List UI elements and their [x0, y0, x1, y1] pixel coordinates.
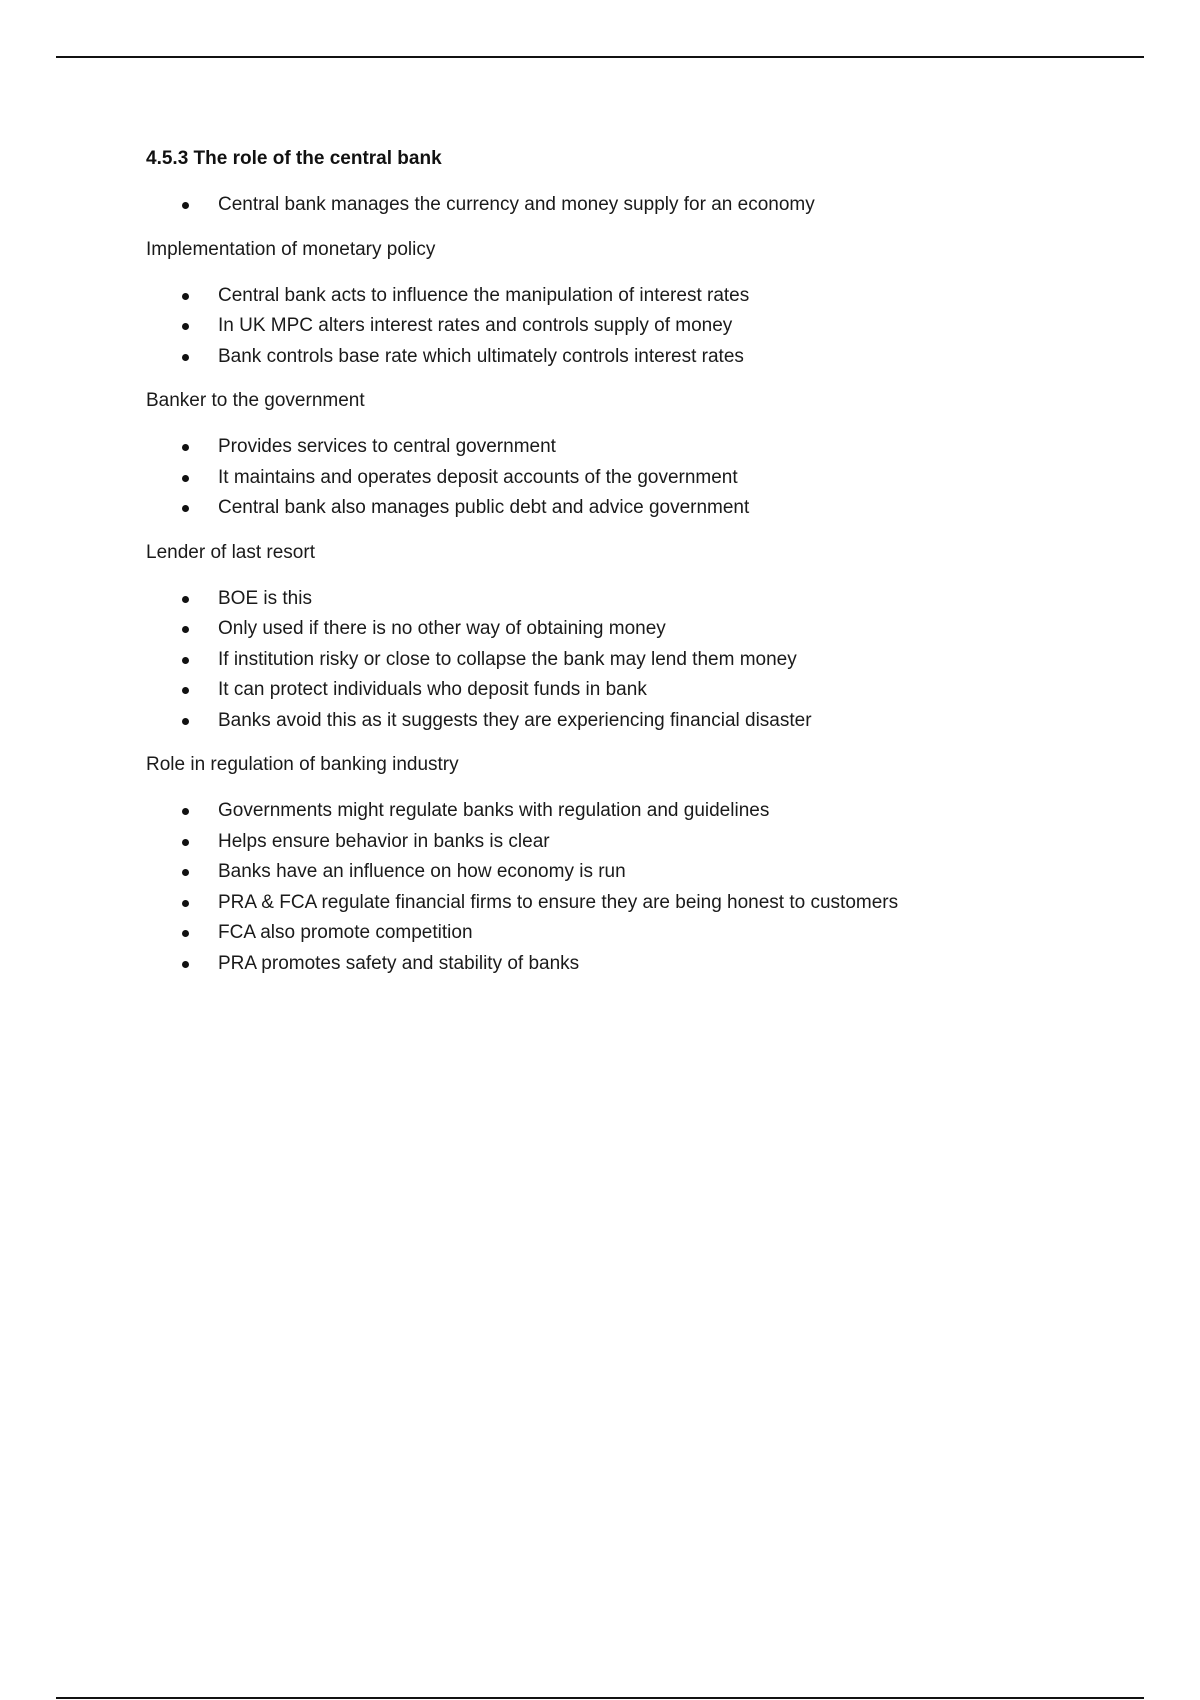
list-item-text: It can protect individuals who deposit funds in bank	[218, 679, 647, 700]
subsection-label-monetary-policy: Implementation of monetary policy	[146, 238, 436, 260]
bullet-dot-icon	[182, 961, 189, 968]
subsection-label-regulation: Role in regulation of banking industry	[146, 754, 459, 775]
section-heading: 4.5.3 The role of the central bank	[146, 148, 442, 169]
bullet-dot-icon	[182, 930, 189, 937]
bullet-dot-icon	[182, 718, 189, 725]
list-item-text: Provides services to central government	[218, 436, 556, 457]
list-item	[146, 796, 1106, 827]
bullet-dot-icon	[182, 323, 189, 330]
list-item	[146, 888, 1106, 919]
bullet-dot-icon	[182, 475, 189, 482]
list-item-text: Helps ensure behavior in banks is clear	[218, 830, 550, 852]
bullet-dot-icon	[182, 808, 189, 815]
list-item-text: Central bank acts to influence the manipulation of interest rates	[218, 284, 750, 306]
subsection-label-lender-of-last-resort: Lender of last resort	[146, 541, 315, 563]
list-item-text: BOE is this	[218, 587, 312, 609]
bullet-dot-icon	[182, 657, 189, 664]
list-item	[146, 493, 1106, 524]
bullet-dot-icon	[182, 444, 189, 451]
bullet-list-lender-of-last-resort	[146, 584, 1106, 737]
list-item	[146, 857, 1106, 888]
list-item-text: It maintains and operates deposit accounts of the government	[218, 466, 738, 488]
bullet-dot-icon	[182, 202, 189, 209]
list-item-text: Banks have an influence on how economy is run	[218, 861, 626, 882]
bullet-dot-icon	[182, 596, 189, 603]
bullet-dot-icon	[182, 839, 189, 846]
list-item	[146, 706, 1106, 737]
list-item-text: Banks avoid this as it suggests they are experiencing financial disaster	[218, 709, 812, 731]
bullet-dot-icon	[182, 869, 189, 876]
subsection-label-banker-to-government: Banker to the government	[146, 390, 365, 411]
bullet-dot-icon	[182, 687, 189, 694]
list-item	[146, 342, 1106, 373]
list-item	[146, 281, 1106, 312]
bullet-dot-icon	[182, 293, 189, 300]
bullet-list-monetary-policy	[146, 281, 1106, 373]
list-item	[146, 432, 1106, 463]
list-item	[146, 675, 1106, 706]
list-item	[146, 645, 1106, 676]
list-item-text: Central bank manages the currency and money supply for an economy	[218, 194, 815, 215]
list-item	[146, 463, 1106, 494]
list-item	[146, 190, 1106, 221]
list-item	[146, 584, 1106, 615]
bullet-dot-icon	[182, 505, 189, 512]
list-item	[146, 949, 1106, 980]
list-item-text: Central bank also manages public debt and advice government	[218, 497, 750, 518]
list-item	[146, 918, 1106, 949]
bullet-list-banker-to-government	[146, 432, 1106, 524]
list-item-text: Only used if there is no other way of obtaining money	[218, 618, 666, 639]
list-item-text: FCA also promote competition	[218, 922, 473, 943]
bullet-list-regulation	[146, 796, 1106, 979]
document-body	[146, 146, 1106, 995]
list-item-text: If institution risky or close to collapse the bank may lend them money	[218, 648, 797, 670]
bullet-dot-icon	[182, 626, 189, 633]
bullet-dot-icon	[182, 354, 189, 361]
list-item-text: PRA & FCA regulate financial firms to ensure they are being honest to customers	[218, 891, 899, 913]
list-item-text: PRA promotes safety and stability of banks	[218, 952, 580, 974]
list-item	[146, 827, 1106, 858]
footer-rule	[56, 1697, 1144, 1699]
list-item	[146, 311, 1106, 342]
list-item	[146, 614, 1106, 645]
list-item-text: In UK MPC alters interest rates and controls supply of money	[218, 315, 733, 336]
header-rule	[56, 56, 1144, 58]
list-item-text: Bank controls base rate which ultimately controls interest rates	[218, 345, 744, 367]
bullet-dot-icon	[182, 900, 189, 907]
intro-bullet-list	[146, 190, 1106, 221]
list-item-text: Governments might regulate banks with regulation and guidelines	[218, 800, 770, 821]
